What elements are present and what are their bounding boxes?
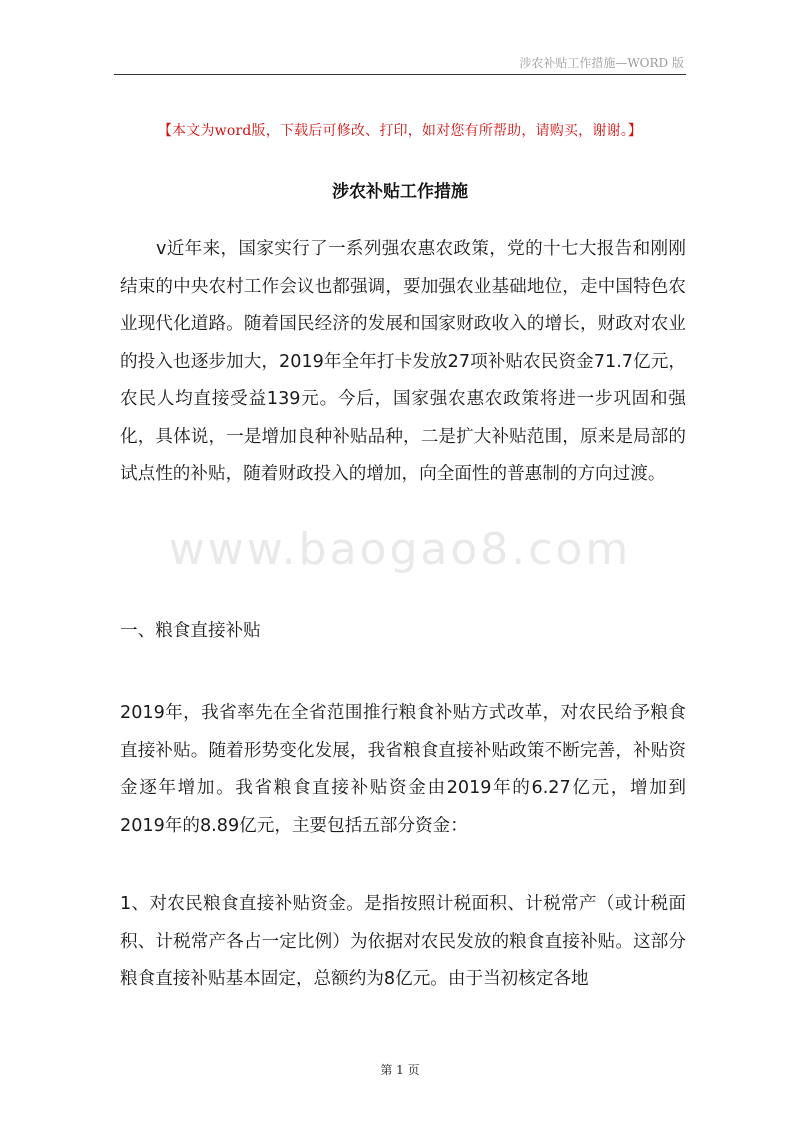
body-paragraph: 1、对农民粮食直接补贴资金。是指按照计税面积、计税常产（或计税面积、计税常产各占一定比例）为依据对农民发放的粮食直接补贴。这部分粮食直接补贴基本固定，总额约为8亿元。由于当初核定各地 — [120, 894, 686, 989]
body-paragraph: 2019年，我省率先在全省范围推行粮食补贴方式改革，对农民给予粮食直接补贴。随着形势变化发展，我省粮食直接补贴政策不断完善，补贴资金逐年增加。我省粮食直接补贴资金由2019年的6.27亿元，增加到2019年的8.89亿元，主要包括五部分资金： — [120, 703, 686, 836]
header-divider — [114, 74, 686, 75]
download-notice: 【本文为word版，下载后可修改、打印，如对您有所帮助，请购买，谢谢。】 — [157, 123, 643, 139]
header-title: 涉农补贴工作措施—WORD 版 — [519, 56, 684, 70]
document-title: 涉农补贴工作措施 — [332, 182, 468, 202]
page-number: 第 1 页 — [380, 1063, 420, 1077]
watermark: www.baogao8.com — [168, 524, 632, 575]
intro-paragraph: v近年来，国家实行了一系列强农惠农政策，党的十七大报告和刚刚结束的中央农村工作会议也都强调，要加强农业基础地位，走中国特色农业现代化道路。随着国民经济的发展和国家财政收入的增长，财政对农业的投入也逐步加大，2019年全年打卡发放27项补贴农民资金71.7亿元，农民人均直接受益139元。今后，国家强农惠农政策将进一步巩固和强化，具体说，一是增加良种补贴品种，二是扩大补贴范围，原来是局部的试点性的补贴，随着财政投入的增加，向全面性的普惠制的方向过渡。 — [120, 239, 686, 484]
section-heading: 一、粮食直接补贴 — [120, 621, 261, 641]
